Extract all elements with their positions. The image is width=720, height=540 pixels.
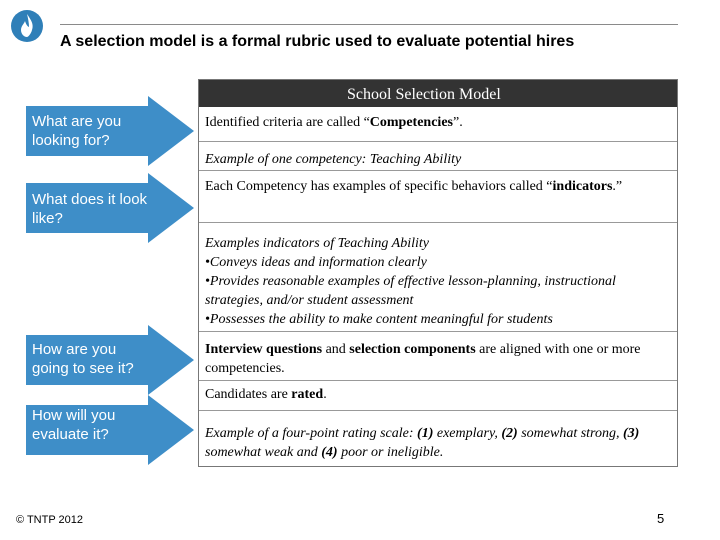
text: Each Competency has examples of specific behaviors called “ [205,179,553,194]
panel-heading [199,80,677,107]
competencies-term: Competencies [369,115,453,130]
scale-number: (2) [501,426,518,441]
arrow-evaluate-it [26,395,196,465]
text: Candidates are [205,387,292,402]
text: exemplary, [433,426,502,441]
text: . [323,387,327,402]
panel-heading-text: School Selection Model [347,86,501,103]
tntp-logo-icon [10,8,44,44]
text: poor or ineligible. [337,445,444,460]
arrow-label: What does it look like? [32,191,148,227]
selection-model-panel [198,79,678,467]
row-divider [199,331,677,332]
arrow-label: How are you going to see it? [32,341,134,377]
scale-number: (3) [623,426,640,441]
indicators-row [199,177,677,196]
arrow-looking-for [26,96,196,166]
text: somewhat strong, [517,426,623,441]
indicator-item: •Possesses the ability to make content meaningful for students [205,312,553,327]
row-divider [199,410,677,411]
rated-term: rated [291,387,324,402]
indicator-examples-title: Examples indicators of Teaching Ability [205,236,429,251]
arrow-label: How will you evaluate it? [32,407,116,443]
selection-term: selection components [349,342,476,357]
interview-row [199,340,677,378]
arrow-see-it [26,325,196,395]
scale-number: (1) [417,426,434,441]
scale-number: (4) [321,445,338,460]
text: and [322,342,350,357]
text: ”. [452,115,463,130]
text: Identified criteria are called “ [205,115,370,130]
indicator-item: •Provides reasonable examples of effective lesson-planning, instructional strategies, and/or student assessment [205,274,616,308]
text: are aligned with one or more competencies. [205,342,641,376]
text: .” [612,179,623,194]
page-title: A selection model is a formal rubric used to evaluate potential hires [60,33,575,50]
interview-term: Interview questions [205,342,323,357]
competencies-row [199,113,677,132]
indicator-item: •Conveys ideas and information clearly [205,255,427,270]
text: Example of a four-point rating scale: [205,426,418,441]
page-number: 5 [657,511,665,526]
row-divider [199,141,677,142]
arrow-label: What are you looking for? [32,113,122,149]
row-divider [199,380,677,381]
rated-row [199,385,677,404]
title-divider [60,24,678,25]
indicator-examples [199,234,677,329]
arrow-look-like [26,173,196,243]
indicators-term: indicators [552,179,613,194]
copyright: © TNTP 2012 [16,514,84,526]
row-divider [199,170,677,171]
text: somewhat weak and [205,445,322,460]
competency-example-row: Example of one competency: Teaching Ability [205,152,462,167]
rating-scale-row [199,424,677,462]
row-divider [199,222,677,223]
